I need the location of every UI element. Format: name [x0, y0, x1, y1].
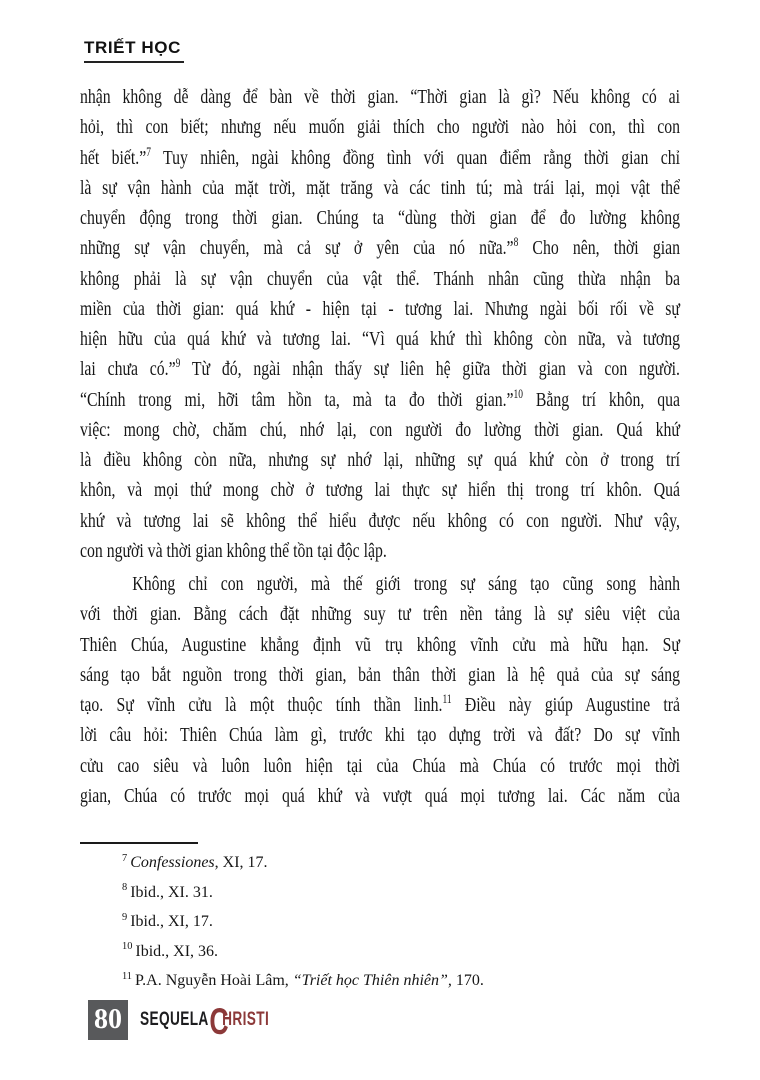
text-line: hiện hữu của quá khứ và tương lai. “Vì quá khứ thì không còn nữa, và tương: [80, 328, 680, 350]
paragraph: [80, 569, 680, 811]
page-footer: [88, 1000, 388, 1040]
publisher-logo: [140, 1000, 269, 1040]
text-line: chuyển động trong thời gian. Chúng ta “dùng thời gian để đo lường không: [80, 207, 680, 229]
text-line: hỏi, thì con biết; nhưng nếu muốn giải thích cho người nào hỏi con, thì con: [80, 116, 680, 139]
text-line: hết biết.”$^7$ Tuy nhiên, ngài không đồng tình với quan điểm rằng thời gian chỉ: [80, 144, 680, 169]
text-line: Thiên Chúa, Augustine khẳng định vũ trụ không vĩnh cửu mà hữu hạn. Sự: [80, 633, 680, 656]
text-line: khôn, và mọi thứ mong chờ ở tương lai thực sự hiển thị trong trí khôn. Quá: [80, 479, 680, 502]
text-line: là điều không còn nữa, nhưng sự nhớ lại, những sự quá khứ còn ở trong trí: [80, 449, 680, 471]
text-line: với thời gian. Bằng cách đặt những suy tư trên nền tảng là sự siêu việt của: [80, 603, 680, 626]
footnote: $^9$ Ibid., XI, 17.: [122, 911, 213, 930]
footnote-number: 10: [122, 941, 133, 953]
text-line: Không chỉ con người, mà thế giới trong sự sáng tạo cũng song hành: [132, 573, 680, 595]
text-line: miền của thời gian: quá khứ - hiện tại - tương lai. Nhưng ngài bối rối về sự: [80, 297, 680, 320]
footnote-number: 8: [122, 882, 128, 894]
page-number-box: [88, 1000, 128, 1040]
logo-text-hristi: HRISTI: [222, 1009, 270, 1030]
running-header: TRIẾT HỌC: [84, 38, 184, 63]
footnote-number: 7: [122, 852, 128, 864]
text-line: việc: mong chờ, chăm chú, nhớ lại, con người đo lường thời gian. Quá khứ: [80, 418, 680, 441]
footnote-ref: 9: [175, 356, 181, 371]
text-line: là sự vận hành của mặt trời, mặt trăng và các tinh tú; mà trái lại, mọi vật thể: [80, 176, 680, 199]
footnotes-list: [80, 848, 690, 996]
footnote-ref: 7: [146, 144, 151, 159]
footnote: $^8$ Ibid., XI. 31.: [122, 882, 213, 901]
footnote-separator: [80, 842, 198, 844]
body-text: [80, 82, 680, 811]
footnote-title-italic: “Triết học Thiên nhiên”,: [292, 972, 452, 989]
text-line: gian, Chúa có trước mọi quá khứ và vượt quá mọi tương lai. Các năm của: [80, 784, 680, 807]
footnote-title-italic: Confessiones: [130, 854, 215, 871]
text-line: “Chính trong mi, hỡi tâm hồn ta, mà ta đo thời gian.”$^{10}$ Bằng trí khôn, qua: [80, 386, 680, 411]
footnote-number: 11: [122, 970, 133, 982]
text-line: sáng tạo bắt nguồn trong thời gian, bản thân thời gian là hệ quả của sự sáng: [80, 663, 680, 686]
logo-text-sequela: SEQUELA: [140, 1009, 209, 1030]
footnote: $^{11}$ P.A. Nguyễn Hoài Lâm, “Triết học Thiên nhiên”, 170.: [122, 970, 484, 989]
footnote-ref: 11: [442, 692, 452, 707]
text-line: không phải là sự vận chuyển của vật thể. Thánh nhân cũng thừa nhận ba: [80, 267, 680, 290]
text-line: lai chưa có.”$^9$ Từ đó, ngài nhận thấy sự liên hệ giữa thời gian và con người.: [80, 356, 680, 381]
text-line: con người và thời gian không thể tồn tại độc lập.: [80, 539, 387, 562]
text-line: lời câu hỏi: Thiên Chúa làm gì, trước khi tạo dựng trời và đất? Do sự vĩnh: [80, 724, 680, 747]
footnote: $^{10}$ Ibid., XI, 36.: [122, 941, 219, 960]
text-line: khứ và tương lai sẽ không thể hiểu được nếu không có con người. Như vậy,: [80, 509, 680, 532]
footnote-ref: 10: [513, 386, 524, 401]
footnote: $^7$ Confessiones, XI, 17.: [122, 852, 268, 871]
paragraph: [80, 82, 680, 566]
footnote-ref: 8: [513, 235, 519, 250]
logo-letter-c: C: [209, 1000, 229, 1042]
text-line: tạo. Sự vĩnh cửu là một thuộc tính thần linh.$^{11}$ Điều này giúp Augustine trả: [80, 692, 680, 716]
text-line: cửu cao siêu và luôn luôn hiện tại của Chúa mà Chúa có trước mọi thời: [80, 754, 680, 777]
footnotes-section: [80, 842, 690, 996]
footnote-number: 9: [122, 911, 128, 923]
text-line: nhận không dễ dàng để bàn về thời gian. “Thời gian là gì? Nếu không có ai: [80, 86, 680, 108]
text-line: những sự vận chuyển, mà cả sự ở yên của nó nữa.”$^8$ Cho nên, thời gian: [80, 235, 680, 260]
page-number: 80: [94, 1004, 122, 1035]
